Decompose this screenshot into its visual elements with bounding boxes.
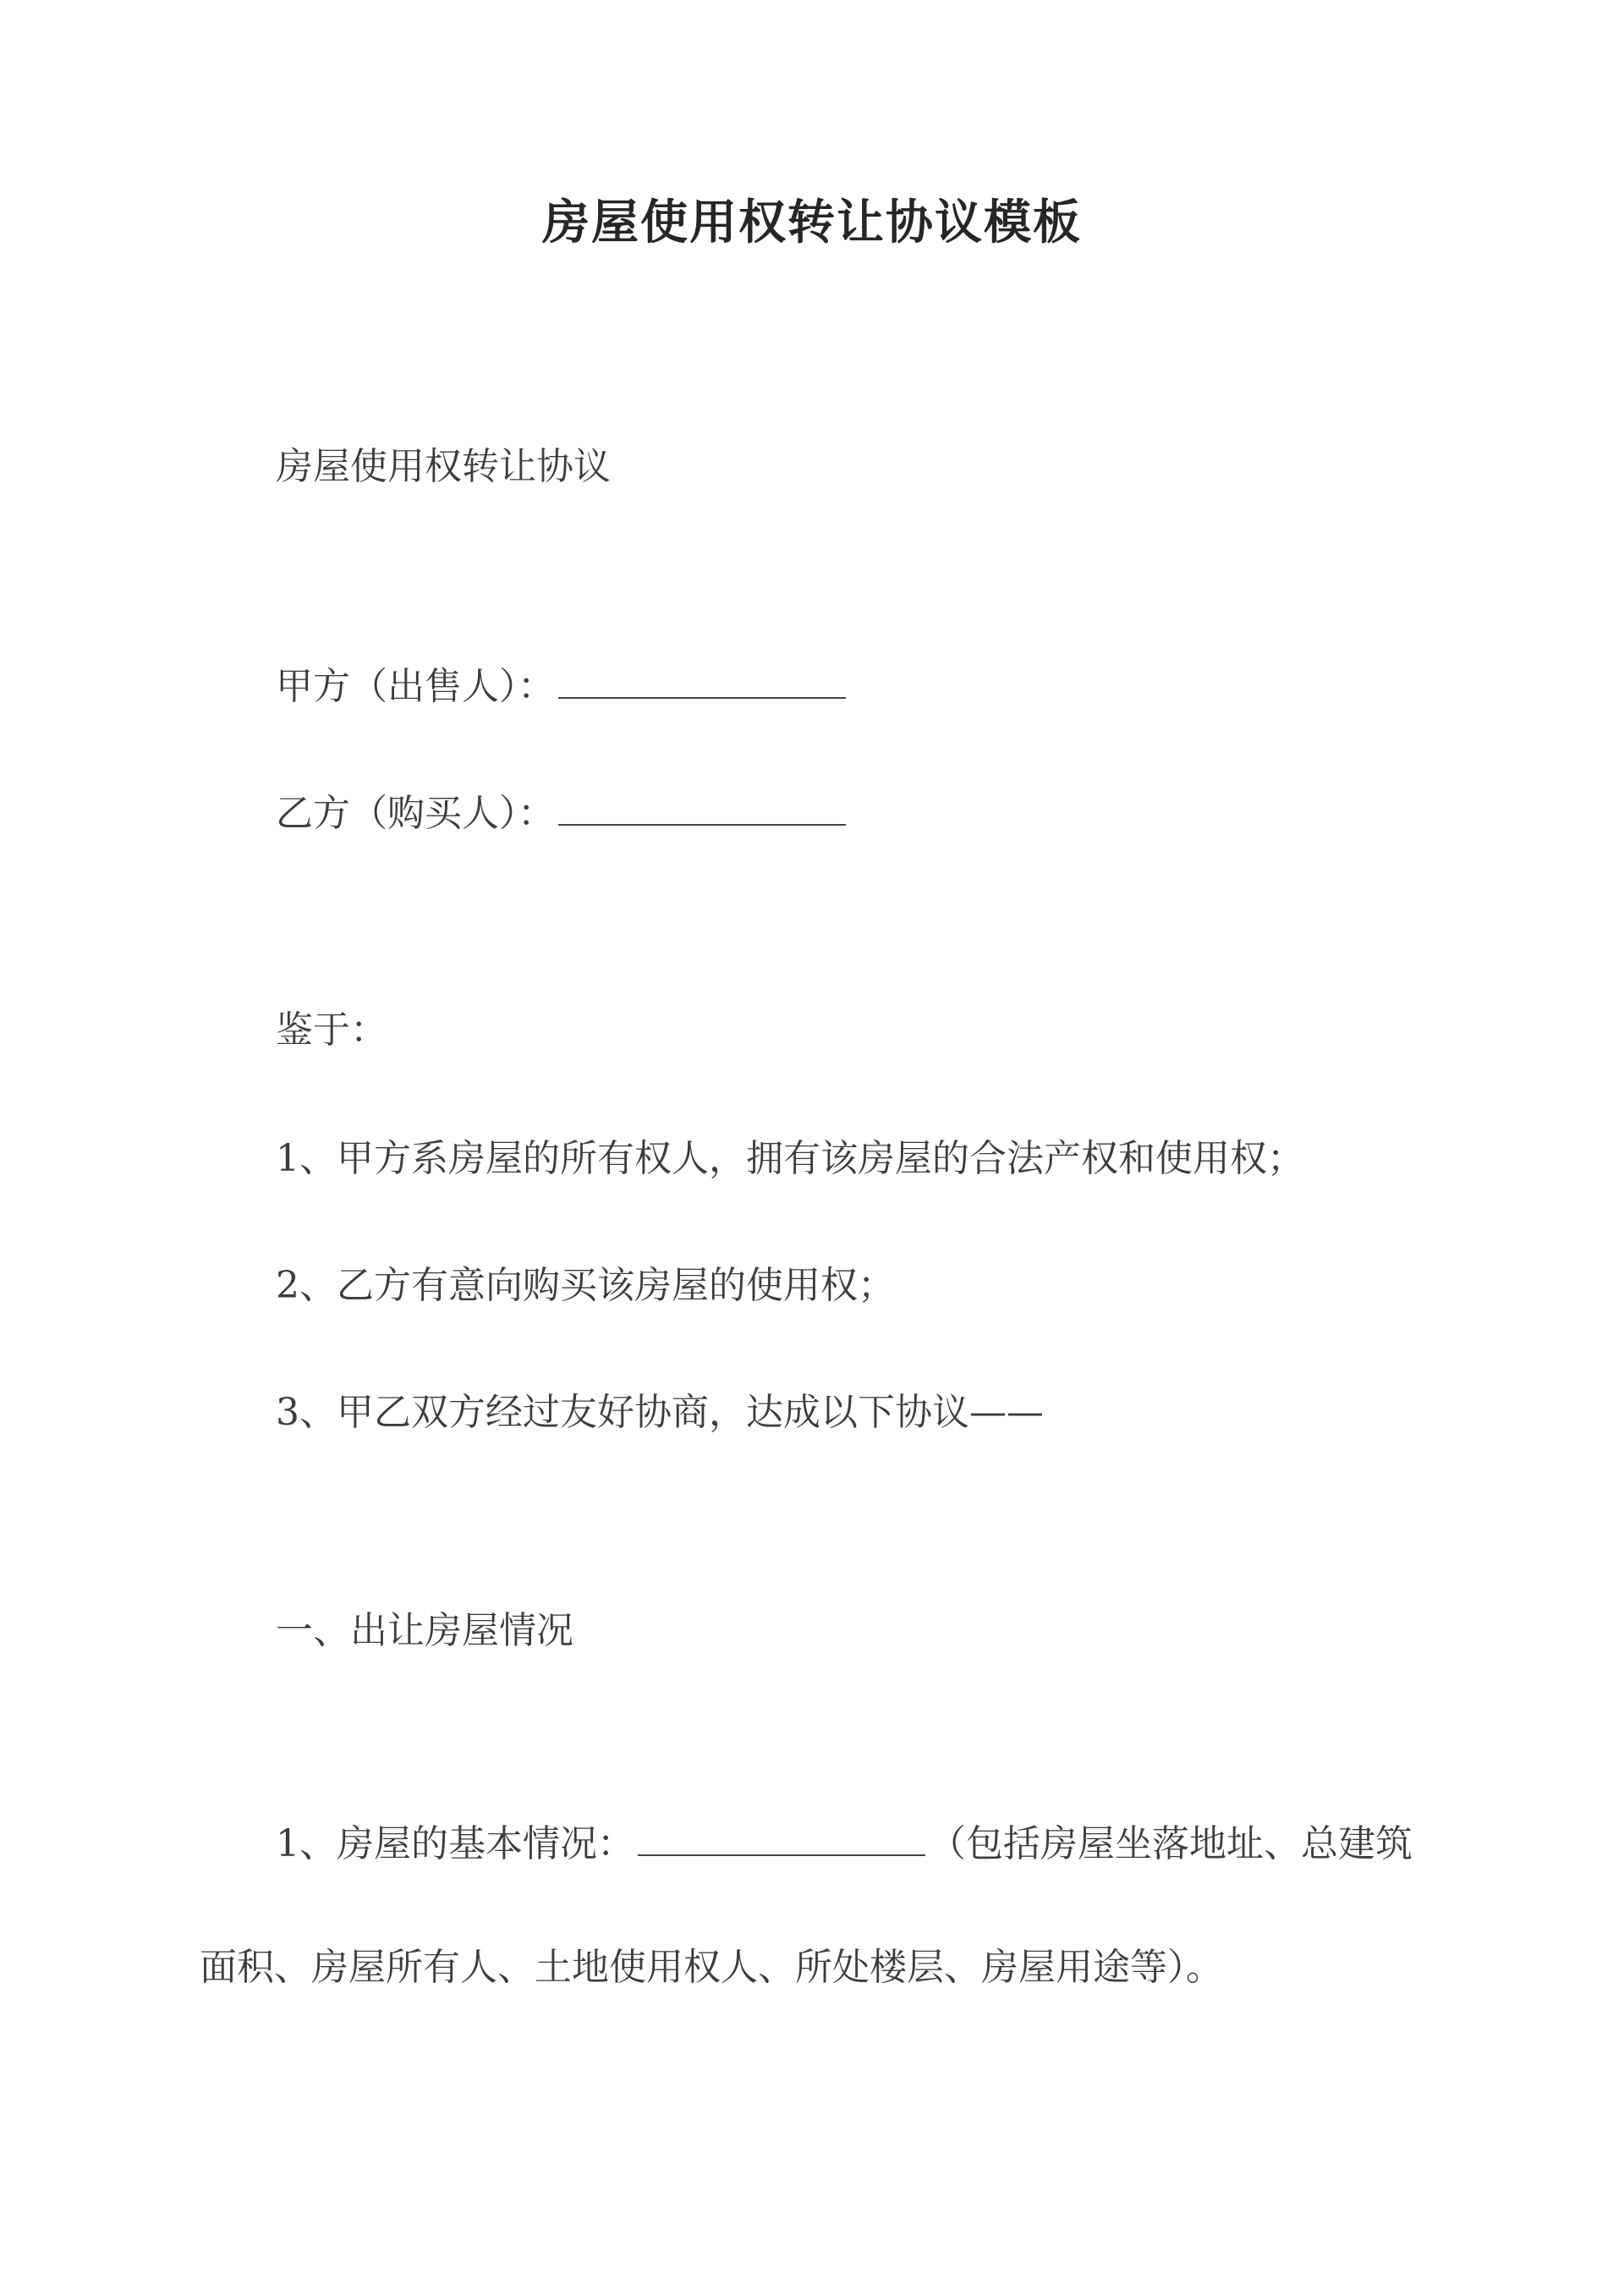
- agreement-subtitle: 房屋使用权转让协议: [276, 445, 611, 488]
- party-a-blank: [558, 663, 846, 699]
- party-b-label: 乙方（购买人）：: [276, 792, 555, 835]
- clause-1-blank: [638, 1821, 925, 1856]
- clause-1-line: [276, 1819, 1413, 1870]
- whereas-item: 3、甲乙双方经过友好协商，达成以下协议——: [276, 1391, 1044, 1434]
- clause-1-suffix: （包括房屋坐落地址、总建筑: [929, 1822, 1413, 1865]
- party-b-line: [276, 788, 849, 839]
- section-heading: 一、出让房屋情况: [276, 1609, 573, 1652]
- party-a-line: [276, 662, 849, 712]
- clause-1-prefix: 1、房屋的基本情况：: [276, 1822, 634, 1865]
- whereas-item: 1、甲方系房屋的所有权人，拥有该房屋的合法产权和使用权；: [276, 1137, 1304, 1180]
- party-b-blank: [558, 790, 846, 826]
- party-a-label: 甲方（出售人）：: [276, 665, 555, 708]
- clause-1-continuation: 面积、房屋所有人、土地使用权人、所处楼层、房屋用途等）。: [200, 1946, 1223, 1989]
- whereas-label: 鉴于：: [276, 1008, 387, 1052]
- whereas-item: 2、乙方有意向购买该房屋的使用权；: [276, 1264, 895, 1307]
- document-title: 房屋使用权转让协议模板: [542, 195, 1082, 250]
